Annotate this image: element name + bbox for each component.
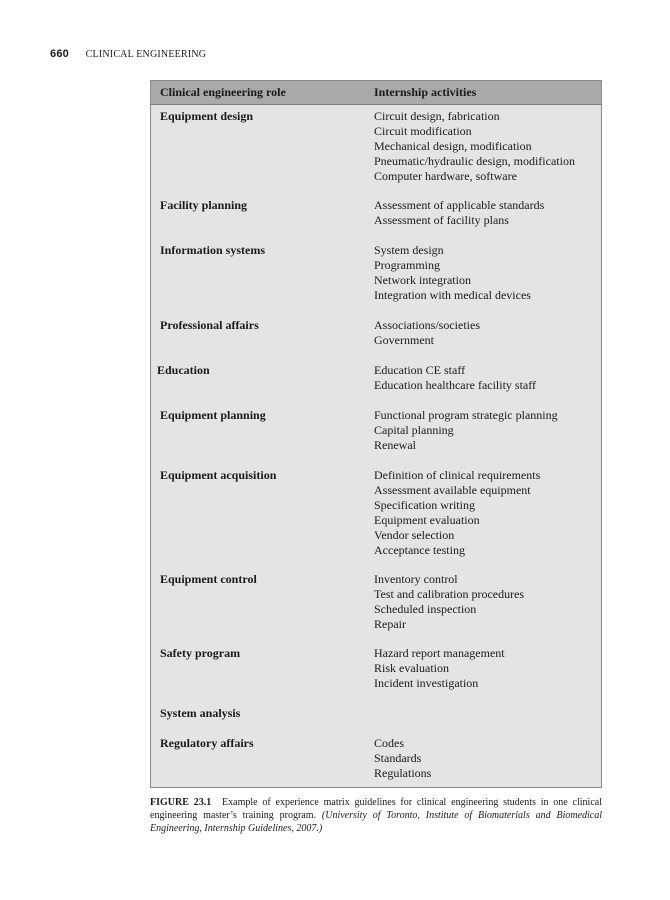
activity-item: Specification writing	[374, 498, 475, 512]
activity-item: Functional program strategic planning	[374, 408, 558, 422]
caption-text: Example of experience matrix guidelines for clinical engineering students in one clinical engineering master’s training program.	[150, 797, 602, 821]
activity-item: Vendor selection	[374, 528, 455, 542]
role-cell: Facility planning	[160, 198, 248, 212]
activity-item: Risk evaluation	[374, 661, 449, 675]
activities-list	[374, 468, 540, 558]
activity-item: Pneumatic/hydraulic design, modification	[374, 154, 575, 168]
activities-list	[374, 318, 480, 348]
activities-list	[374, 646, 505, 691]
role-cell: Equipment planning	[160, 408, 266, 422]
activity-item: Inventory control	[374, 572, 458, 586]
activities-list	[374, 572, 524, 632]
role-cell: Regulatory affairs	[160, 736, 254, 750]
activity-item: Regulations	[374, 766, 432, 780]
role-cell: Equipment design	[160, 109, 254, 123]
activity-item: Definition of clinical requirements	[374, 468, 541, 482]
role-cell: Education	[157, 363, 210, 377]
activity-item: Repair	[374, 617, 406, 631]
page-number: 660	[50, 48, 69, 60]
activity-item: Incident investigation	[374, 676, 479, 690]
activities-list	[374, 363, 536, 393]
activity-item: Scheduled inspection	[374, 602, 477, 616]
column-header-role: Clinical engineering role	[160, 85, 286, 99]
column-header-activities: Internship activities	[374, 85, 477, 99]
activity-item: Capital planning	[374, 423, 454, 437]
activity-item: Associations/societies	[374, 318, 480, 332]
activities-list	[374, 736, 431, 781]
role-cell: Safety program	[160, 646, 241, 660]
activity-item: Codes	[374, 736, 404, 750]
activity-item: Standards	[374, 751, 422, 765]
caption-source: (University of Toronto, Institute of Biomaterials and Biomedical Engineering, Internship Guidelines, 2007.)	[150, 810, 603, 834]
activity-item: Programming	[374, 258, 440, 272]
role-cell: Equipment control	[160, 572, 257, 586]
activity-item: Hazard report management	[374, 646, 505, 660]
role-cell: Equipment acquisition	[160, 468, 277, 482]
activity-item: Circuit modification	[374, 124, 472, 138]
activity-item: Equipment evaluation	[374, 513, 480, 527]
running-head-title: CLINICAL ENGINEERING	[85, 49, 207, 60]
activity-item: Assessment available equipment	[374, 483, 531, 497]
role-cell: Professional affairs	[160, 318, 259, 332]
activity-item: Education healthcare facility staff	[374, 378, 537, 392]
activities-list	[374, 408, 558, 453]
activity-item: Network integration	[374, 273, 471, 287]
role-cell: System analysis	[160, 706, 241, 720]
activity-item: Test and calibration procedures	[374, 587, 525, 601]
running-head	[50, 48, 206, 60]
activity-item: Integration with medical devices	[374, 288, 531, 302]
activity-item: Education CE staff	[374, 363, 466, 377]
activities-list	[374, 198, 544, 228]
activity-item: Computer hardware, software	[374, 169, 517, 183]
activities-list	[374, 243, 531, 303]
role-cell: Information systems	[160, 243, 265, 257]
activities-list	[374, 109, 575, 184]
activity-item: Acceptance testing	[374, 543, 465, 557]
figure-label: FIGURE 23.1	[150, 797, 212, 808]
activity-item: Renewal	[374, 438, 416, 452]
activity-item: Mechanical design, modification	[374, 139, 532, 153]
activity-item: Government	[374, 333, 434, 347]
activity-item: System design	[374, 243, 444, 257]
table-header	[151, 81, 601, 105]
activity-item: Circuit design, fabrication	[374, 109, 500, 123]
experience-matrix-table	[150, 80, 602, 788]
activity-item: Assessment of facility plans	[374, 213, 509, 227]
figure-caption	[150, 796, 602, 835]
activity-item: Assessment of applicable standards	[374, 198, 545, 212]
